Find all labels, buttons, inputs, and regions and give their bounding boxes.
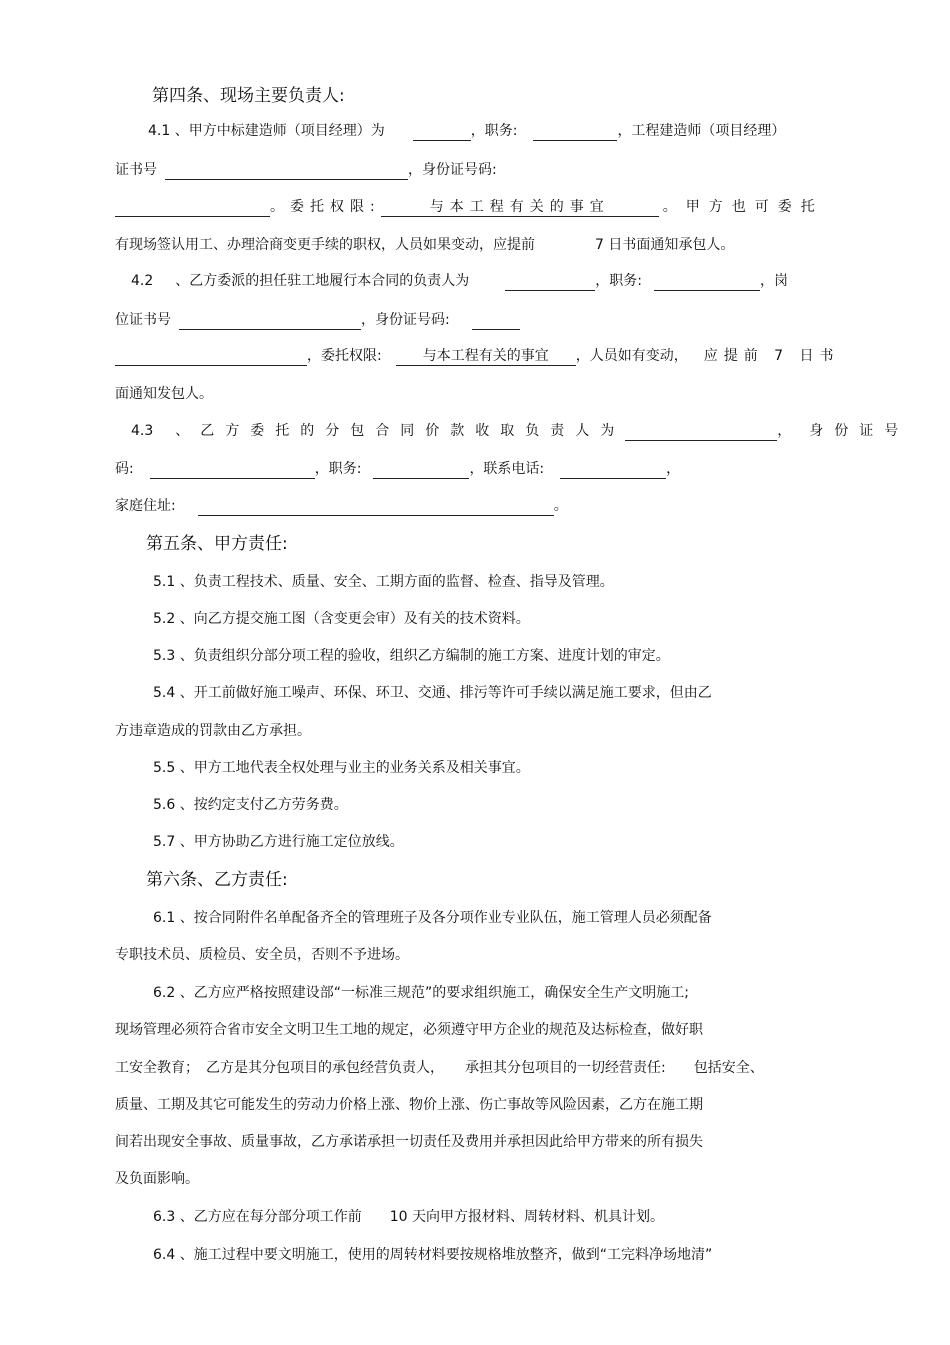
clause-6-4: 6.4 、施工过程中要文明施工，使用的周转材料要按规格堆放整齐，做到“工完料净场地清”	[153, 1247, 713, 1263]
clause-4-3-line-1	[131, 421, 909, 441]
clause-4-2-line-2	[115, 310, 520, 330]
period: 。	[553, 498, 568, 514]
clause-4-2-line-3	[115, 346, 840, 366]
article-5-title: 第五条、甲方责任:	[146, 534, 288, 554]
article-6-title: 第六条、乙方责任:	[146, 870, 288, 890]
clause-5-4-cont: 方违章造成的罚款由乙方承担。	[115, 723, 311, 739]
clause-6-3: 6.3 、乙方应在每分部分项工作前 10 天向甲方报材料、周转材料、机具计划。	[153, 1209, 664, 1225]
clause-6-2-cont-1: 现场管理必须符合省市安全文明卫生工地的规定，必须遵守甲方企业的规范及达标检查，做好职	[115, 1022, 703, 1038]
clause-4-3-text: 、乙方委托的分包合同价款收取负责人为	[175, 423, 626, 439]
clause-4-3-number: 4.3	[131, 423, 154, 439]
clause-4-3-text-tail: 身份证号	[809, 423, 910, 439]
authority-fill-2: 与本工程有关的事宜	[396, 347, 576, 366]
clause-5-4: 5.4 、开工前做好施工噪声、环保、环卫、交通、排污等许可手续以满足施工要求，但由乙	[153, 685, 712, 701]
blank-project-manager-name	[413, 124, 471, 141]
clause-4-1-line-1	[148, 121, 785, 141]
clause-5-2: 5.2 、向乙方提交施工图（含变更会审）及有关的技术资料。	[153, 611, 530, 627]
clause-6-1: 6.1 、按合同附件名单配备齐全的管理班子及各分项作业专业队伍，施工管理人员必须配备	[153, 910, 712, 926]
clause-4-1-line-3	[115, 197, 824, 217]
clause-5-7: 5.7 、甲方协助乙方进行施工定位放线。	[153, 834, 404, 850]
clause-4-1-text-tail: ，工程建造师（项目经理）	[617, 123, 786, 139]
id-no-label-2: ，身份证号码:	[361, 312, 450, 328]
clause-4-2-line-1	[131, 271, 788, 291]
article-4-title: 第四条、现场主要负责人:	[152, 86, 345, 106]
clause-5-6: 5.6 、按约定支付乙方劳务费。	[153, 797, 348, 813]
blank-contractor-rep-name	[505, 274, 595, 291]
clause-4-1-text-tail-2: 。甲方也可委托	[662, 199, 824, 215]
clause-4-1-line-4	[115, 235, 734, 255]
blank-payee-phone	[560, 462, 666, 479]
clause-6-2-cont-3: 质量、工期及其它可能发生的劳动力价格上涨、物价上涨、伤亡事故等风险因素，乙方在施工期	[115, 1097, 703, 1113]
blank-home-address	[198, 499, 554, 516]
address-label: 家庭住址:	[115, 498, 176, 514]
clause-5-3: 5.3 、负责组织分部分项工程的验收，组织乙方编制的施工方案、进度计划的审定。	[153, 648, 670, 664]
clause-6-2: 6.2 、乙方应严格按照建设部“一标准三规范”的要求组织施工，确保安全生产文明施工;	[153, 985, 689, 1001]
blank-payee-id	[150, 462, 315, 479]
clause-4-3-line-2	[115, 459, 680, 479]
code-label: 码:	[115, 461, 134, 477]
clause-4-2-text-tail: ，岗	[759, 273, 788, 289]
clause-4-2-number: 4.2	[131, 273, 154, 289]
clause-4-3-line-3	[115, 496, 568, 516]
clause-4-2-text-3: 应提前 7 日书	[703, 348, 840, 364]
blank-project-manager-duty	[533, 124, 617, 141]
clause-4-1-text-4: 7 日书面通知承包人。	[595, 237, 735, 253]
duty-label: ，职务:	[470, 123, 518, 139]
clause-5-5: 5.5 、甲方工地代表全权处理与业主的业务关系及相关事宜。	[153, 760, 530, 776]
blank-payee-name	[625, 424, 777, 441]
blank-payee-duty	[373, 462, 469, 479]
clause-6-2-cont-2: 工安全教育； 乙方是其分包项目的承包经营负责人， 承担其分包项目的一切经营责任: 包括安全、	[115, 1060, 764, 1076]
clause-6-1-cont: 专职技术员、质检员、安全员，否则不予进场。	[115, 947, 409, 963]
clause-4-2-text: 、乙方委派的担任驻工地履行本合同的负责人为	[175, 273, 470, 289]
authority-label: 。委托权限:	[270, 199, 381, 215]
comma-2: ，	[666, 461, 681, 477]
clause-4-1-text-3: 有现场签认用工、办理洽商变更手续的职权，人员如果变动，应提前	[115, 237, 535, 253]
duty-label-3: ，职务:	[314, 461, 362, 477]
clause-4-2-line-4: 面通知发包人。	[115, 386, 213, 402]
blank-id-no-2a	[472, 313, 520, 330]
clause-5-1: 5.1 、负责工程技术、质量、安全、工期方面的监督、检查、指导及管理。	[153, 574, 614, 590]
clause-6-2-cont-4: 间若出现安全事故、质量事故，乙方承诺承担一切责任及费用并承担因此给甲方带来的所有损失	[115, 1134, 703, 1150]
post-cert-label: 位证书号	[115, 312, 171, 328]
phone-label: ，联系电话:	[469, 461, 545, 477]
authority-fill: 与本工程有关的事宜	[381, 198, 659, 217]
blank-id-no-2b	[115, 349, 307, 366]
cert-no-label: 证书号	[115, 162, 157, 178]
comma: ，	[777, 423, 792, 439]
id-no-label: ，身份证号码:	[408, 162, 497, 178]
clause-4-2-text-2: ，人员如有变动，	[575, 348, 688, 364]
blank-id-no	[115, 200, 270, 217]
blank-post-cert-no	[179, 313, 361, 330]
blank-contractor-rep-duty	[654, 274, 760, 291]
duty-label-2: ，职务:	[595, 273, 642, 289]
clause-6-2-cont-5: 及负面影响。	[115, 1171, 199, 1187]
authority-label-2: ，委托权限:	[307, 348, 382, 364]
clause-4-1-text: 4.1 、甲方中标建造师（项目经理）为	[148, 123, 385, 139]
clause-4-1-line-2	[115, 160, 497, 180]
blank-cert-no	[165, 163, 408, 180]
